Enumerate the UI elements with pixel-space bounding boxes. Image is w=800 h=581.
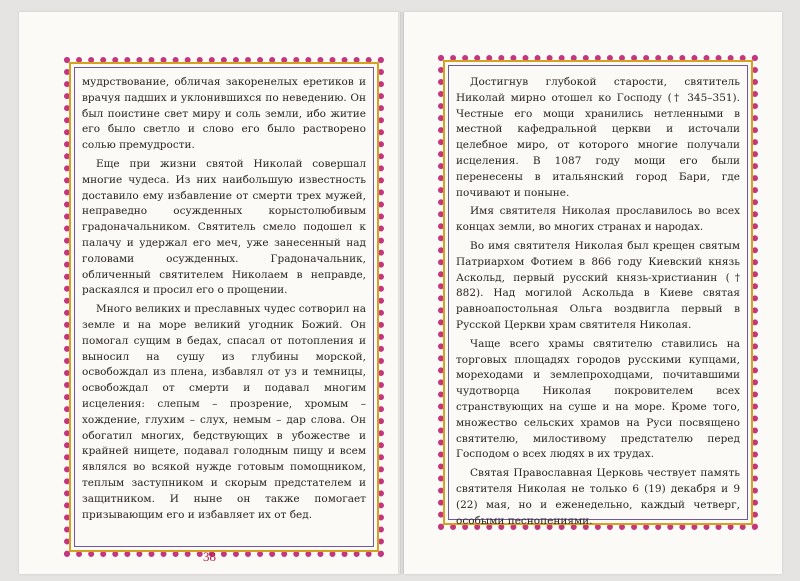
paragraph: Святая Православная Церковь чествует память святителя Николая не только 6 (19) декабря и 9 (22) мая, но и еженедельно, каждый четверг, особыми песнопениями. bbox=[456, 467, 740, 527]
right-text-block bbox=[456, 75, 740, 527]
right-page bbox=[404, 12, 782, 574]
page-number: 38 bbox=[203, 549, 216, 564]
paragraph: Много великих и преславных чудес сотворил на земле и на море великий угодник Божий. Он помогал сущим в бедах, спасал от потопления и выносил на сушу из глубины морской, освобождал из плена, избавлял от уз и темницы, освобождал от смерти и подавал многим исцеления: слепым – прозрение, хромым – хождение, глухим – слух, немым – дар слова. Он обогатил многих, бедствующих в убожестве и крайней нищете, подавал голодным пищу и всем являлся во всякой нужде готовым помощником, теплым заступником и скорым предстателем и защитником. И ныне он также помогает призывающим его и избавляет их от бед. bbox=[82, 303, 366, 521]
paragraph: Чаще всего храмы святителю ставились на торговых площадях городов русскими купцами, мореходами и землепроходцами, почитавшими чудотворца Николая покровителем всех странствующих на суше и на море. Кроме того, множество сельских храмов на Руси посвящено святителю, милостивому предстателю перед Господом о всех людях в их трудах. bbox=[456, 337, 740, 461]
paragraph: Достигнув глубокой старости, святитель Николай мирно отошел ко Господу († 345–351). Честные его мощи хранились нетленными в местной кафедральной церкви и источали целебное миро, от которого многие получали исцеления. В 1087 году мощи его были перенесены в итальянский город Бари, где почивают и поныне. bbox=[456, 76, 740, 199]
paragraph: Имя святителя Николая прославилось во всех концах земли, во многих странах и народах. bbox=[456, 205, 740, 234]
left-page bbox=[19, 12, 400, 574]
ornamental-frame-left bbox=[64, 57, 384, 557]
left-text-block bbox=[82, 75, 366, 539]
paragraph: Еще при жизни святой Николай совершал многие чудеса. Из них наибольшую известность доставило ему избавление от смерти трех мужей, неправедно осужденных корыстолюбивым градоначальником. Святитель смело подошел к палачу и удержал его меч, уже занесенный над головами осужденных. Градоначальник, обличенный святителем Николаем в неправде, раскаялся и просил его о прощении. bbox=[82, 157, 366, 297]
paragraph: мудрствование, обличая закоренелых еретиков и врачуя падших и уклонившихся по неведению. Он был поистине свет миру и соль земли, ибо житие его было светло и слово его было растворено солью премудрости. bbox=[82, 76, 366, 152]
ornamental-frame-right bbox=[438, 55, 758, 530]
paragraph: Во имя святителя Николая был крещен святым Патриархом Фотием в 866 году Киевский князь Аскольд, первый русский князь-христианин († 882). Над могилой Аскольда в Киеве святая равноапостольная Ольга воздвигла первый в Русской Церкви храм святителя Николая. bbox=[456, 239, 740, 331]
